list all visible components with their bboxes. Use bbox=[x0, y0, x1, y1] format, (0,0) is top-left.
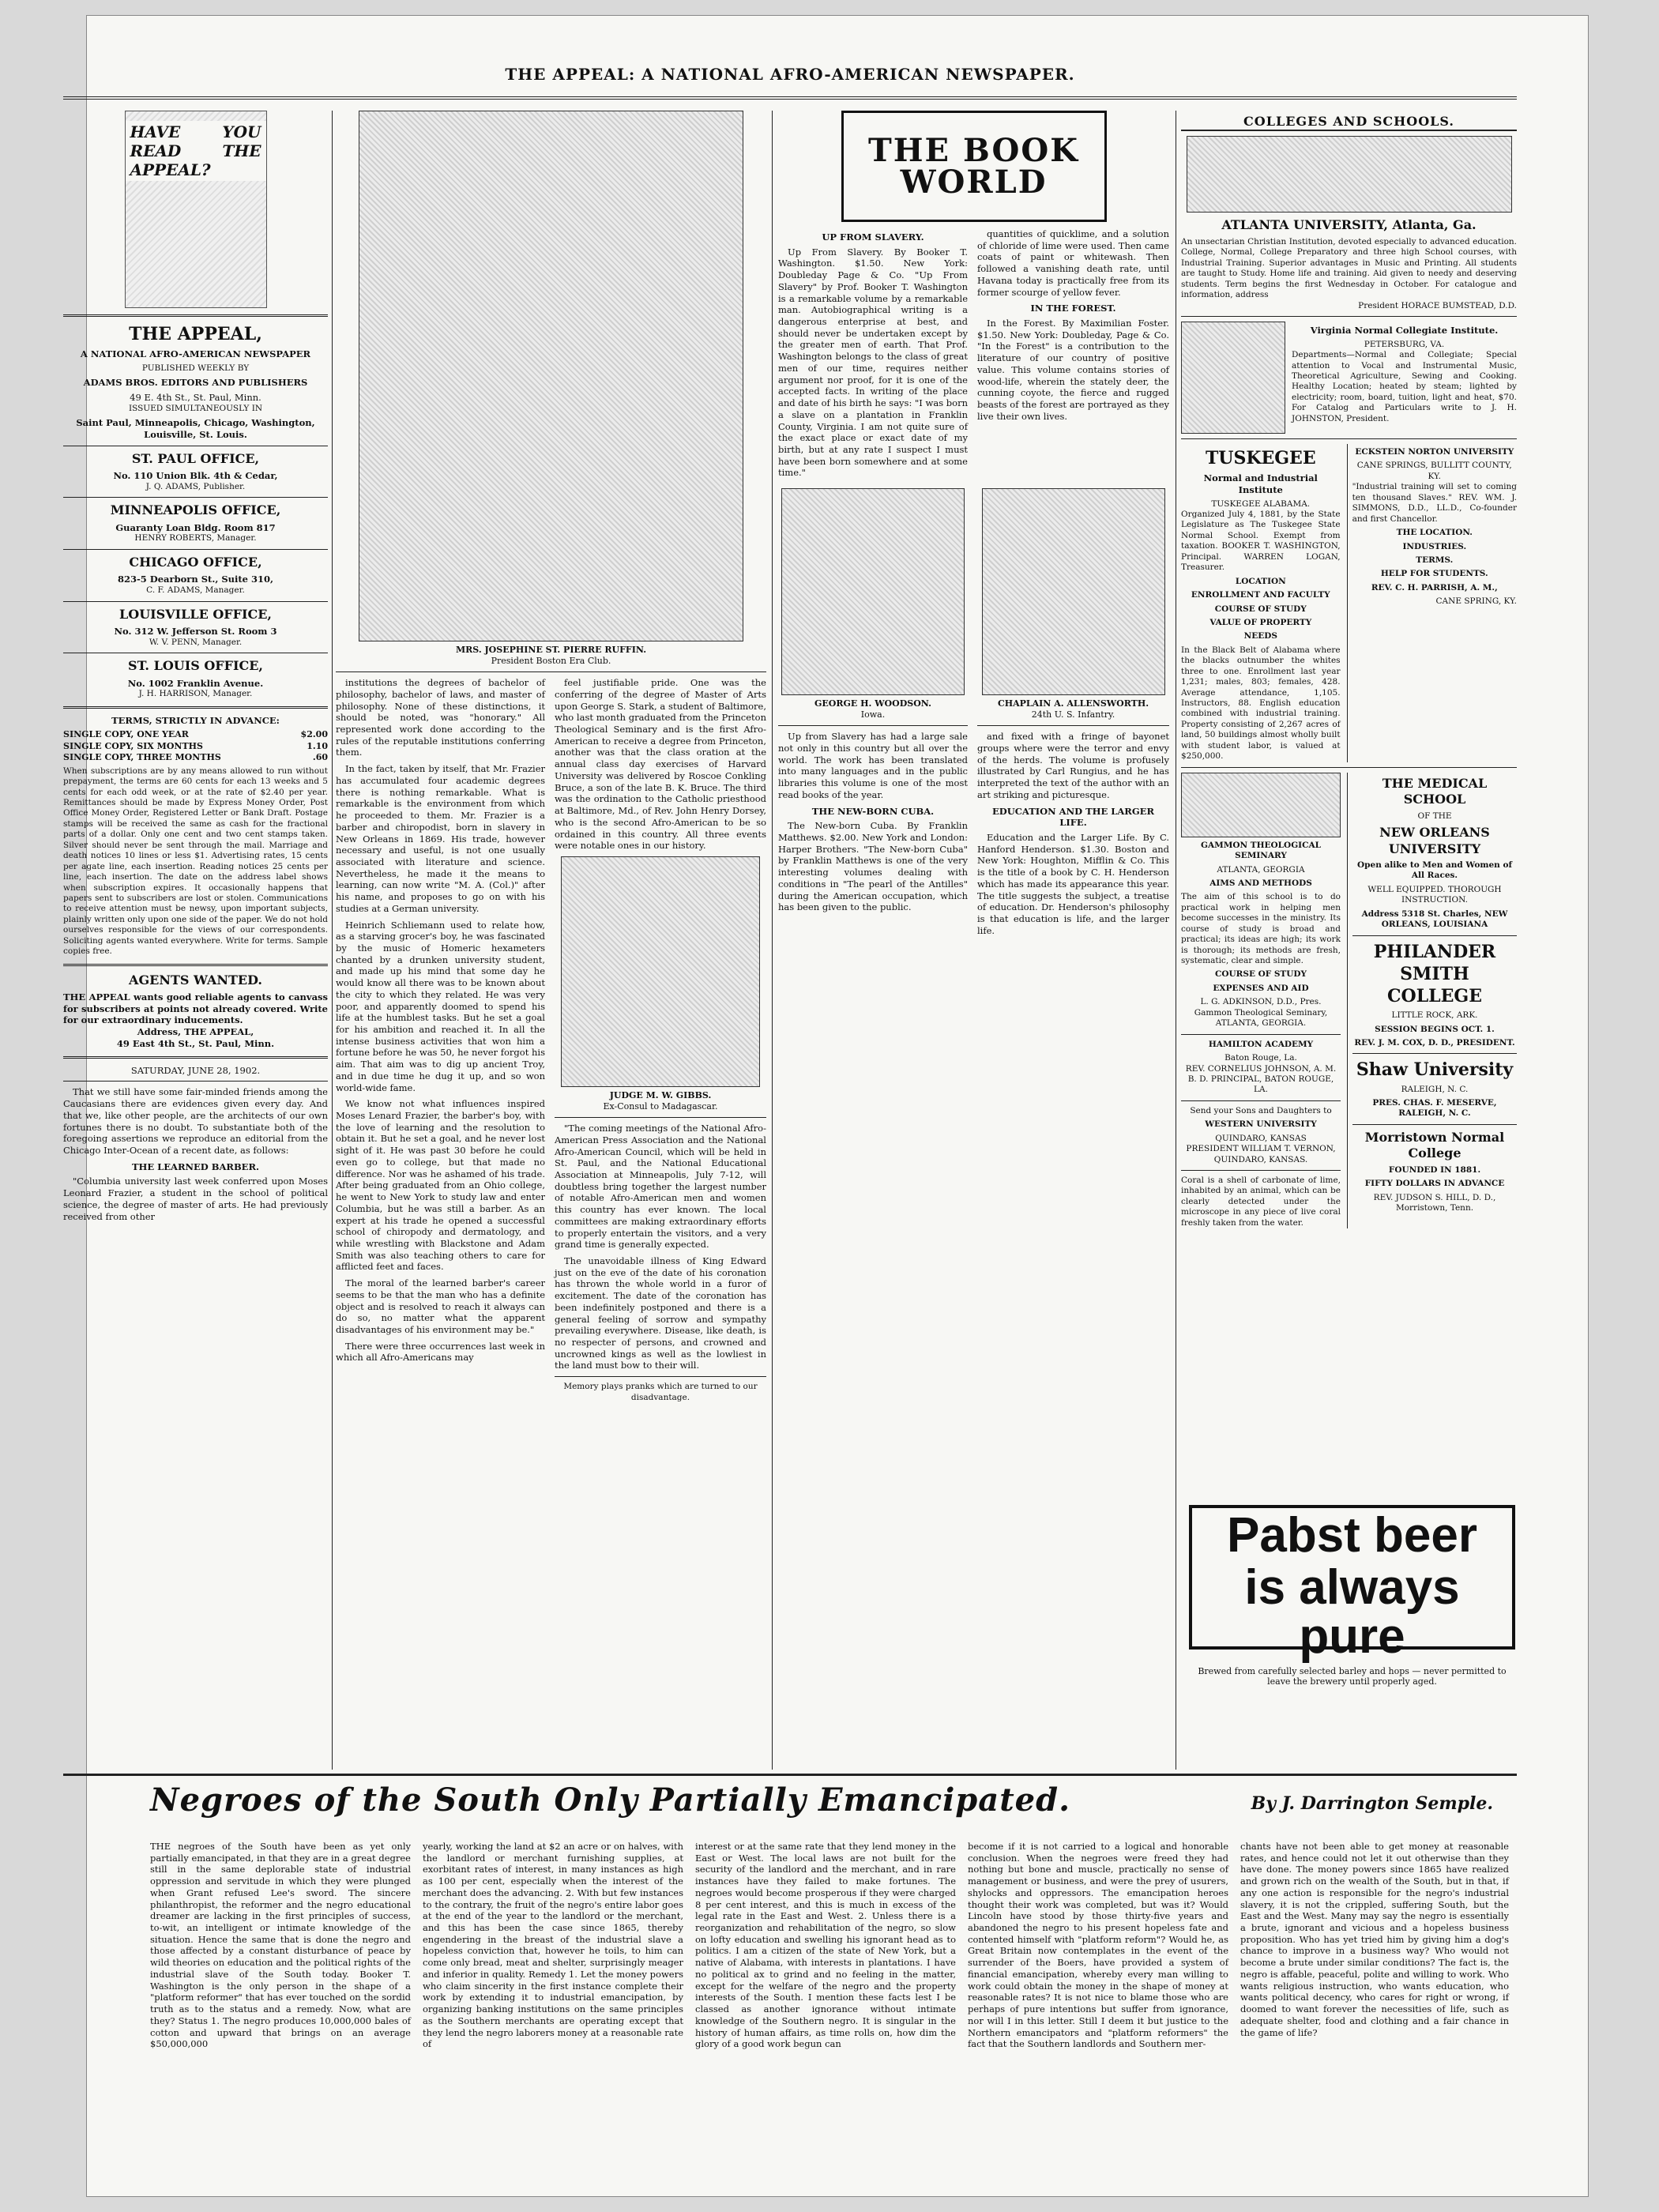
barber-text: "Columbia university last week conferred upon Moses Leonard Frazier, a student in the school of political science, the degree of master of arts. He had previously received from other bbox=[63, 1176, 328, 1222]
barber-headline: THE LEARNED BARBER. bbox=[131, 1161, 260, 1172]
review-text: In the Forest. By Maximilian Foster. $1.50. New York: Doubleday, Page & Co. "In the Forest" is a contribution to the literature of our country of positive value. This volume contains stories of wood-life, wherein the stately deer, the cunning coyote, the fierce and rugged beasts of the forest are portrayed as they live their own lives. bbox=[977, 318, 1169, 422]
school-title: TUSKEGEE bbox=[1205, 448, 1316, 468]
column-features bbox=[336, 111, 766, 1403]
school-place: RALEIGH, N. C. bbox=[1401, 1084, 1469, 1094]
section-head: VALUE OF PROPERTY bbox=[1209, 617, 1312, 627]
school-place: QUINDARO, KANSAS bbox=[1215, 1133, 1307, 1143]
agents-body: THE APPEAL wants good reliable agents to canvass for subscribers at points not already covered. Write for our extraordinary inducements. bbox=[63, 991, 328, 1026]
issued-label: ISSUED SIMULTANEOUSLY IN bbox=[128, 403, 263, 413]
term-price: .60 bbox=[312, 751, 328, 762]
cities: Saint Paul, Minneapolis, Chicago, Washington, Louisville, St. Louis. bbox=[76, 417, 315, 440]
editorial-text: That we still have some fair-minded friends among the Caucasians there are evidences given every day. And that we, like other people, are the architects of our own fortunes there is no doubt. To substantiate both of the foregoing assertions we reproduce an editorial from the Chicago Inter-Ocean of a recent date, as follows: bbox=[63, 1086, 328, 1156]
published-by: PUBLISHED WEEKLY BY bbox=[141, 363, 250, 373]
term-price: 1.10 bbox=[307, 740, 328, 751]
ad-headline: is always pure bbox=[1244, 1560, 1460, 1664]
coral-note: Coral is a shell of carbonate of lime, inhabited by an animal, which can be clearly detected under the microscope in any piece of live coral freshly taken from the water. bbox=[1181, 1176, 1341, 1228]
review-text: Up From Slavery. By Booker T. Washington. $1.50. New York: Doubleday Page & Co. "Up From Slavery" by Prof. Booker T. Washington is a remarkable volume by a remarkable man. Autobiographical writing is a dangerous enterprise at best, and should never be undertaken except by the greater men of earth. That Prof. Washington belongs to the class of great men of our time, requires neither argument nor proof, for it is one of the accepted facts. In writing of the place and date of his birth he says: "I was born a slave on a plantation in Franklin County, Virginia. I am not quite sure of the exact place or exact date of my birth, but at any rate I suspect I must have been born somewhere and at some time." bbox=[778, 246, 968, 479]
office-list bbox=[63, 446, 328, 700]
section-head: COURSE OF STUDY bbox=[1214, 604, 1307, 614]
school-president: President HORACE BUMSTEAD, D.D. bbox=[1358, 300, 1517, 310]
school-lead: Send your Sons and Daughters to bbox=[1190, 1105, 1332, 1115]
book-world-banner bbox=[841, 111, 1107, 222]
text-paragraph: "The coming meetings of the National Afro-American Press Association and the National Afro-American Council, which will be held in St. Paul, and the National Educational Association at Minneapolis, July 7-12, will doubtless bring together the largest number of notable Afro-American men and women this country has ever known. The local committees are making extraordinary efforts to properly entertain the visitors, and a very grand time is generally expected. bbox=[555, 1123, 766, 1251]
school-text: The aim of this school is to do practical work in helping men become successes in the ministry. Its course of study is broad and practical; its ideas are high; its work is thorough; its methods are fresh, systematic, clear and simple. bbox=[1181, 892, 1341, 966]
school-president: REV. CORNELIUS JOHNSON, A. M. B. D. PRINCIPAL, BATON ROUGE, LA. bbox=[1185, 1063, 1337, 1095]
portrait-ruffin bbox=[359, 111, 743, 641]
publisher-address: 49 E. 4th St., St. Paul, Minn. bbox=[130, 392, 261, 404]
school-title: Virginia Normal Collegiate Institute. bbox=[1310, 325, 1499, 336]
school-of: OF THE bbox=[1417, 811, 1452, 821]
section-head: THE LOCATION. bbox=[1396, 528, 1473, 538]
column-rule bbox=[772, 111, 773, 1770]
school-text: Organized July 4, 1881, by the State Legislature as The Tuskegee State Normal School. Exempt from taxation. BOOKER T. WASHINGTON, Principal. WARREN LOGAN, Treasurer. bbox=[1181, 510, 1341, 573]
review-headline: EDUCATION AND THE LARGER LIFE. bbox=[992, 805, 1154, 829]
school-title: NEW ORLEANS UNIVERSITY bbox=[1379, 825, 1490, 856]
school-title: Morristown Normal College bbox=[1364, 1129, 1505, 1161]
school-note: Open alike to Men and Women of All Races. bbox=[1357, 860, 1512, 881]
review-text: Up from Slavery has had a large sale not only in this country but all over the world. The work has been translated into many languages and in the public libraries this volume is one of the most read books of the year. bbox=[778, 731, 968, 800]
school-note: FOUNDED IN 1881. bbox=[1388, 1164, 1481, 1175]
school-title: ATLANTA UNIVERSITY, Atlanta, Ga. bbox=[1221, 217, 1477, 233]
text-paragraph: In the fact, taken by itself, that Mr. Frazier has accumulated four academic degrees there is nothing remarkable. What is remarkable is the environment from which he proceeded to them. Mr. Frazier is a barber and chiropodist, born in slavery in New Orleans in 1869. His trade, however necessary and useful, is not one usually associated with literature and science. Nevertheless, he made it the means to learning, can now write "M. A. (Col.)" after his name, and proposes to go on with his studies at a German university. bbox=[336, 763, 545, 914]
office-address: 823-5 Dearborn St., Suite 310, bbox=[117, 574, 274, 585]
portrait-subcaption: President Boston Era Club. bbox=[491, 656, 611, 667]
agents-street: 49 East 4th St., St. Paul, Minn. bbox=[116, 1037, 275, 1049]
banner-line: WORLD bbox=[900, 163, 1048, 201]
section-head: INDUSTRIES. bbox=[1402, 541, 1467, 551]
review-headline: UP FROM SLAVERY. bbox=[822, 231, 924, 243]
portrait-woodson bbox=[781, 488, 965, 695]
office-name: MINNEAPOLIS OFFICE, bbox=[110, 502, 281, 518]
feature-headline: Negroes of the South Only Partially Emancipated. bbox=[150, 1781, 1071, 1819]
section-head: TERMS. bbox=[1416, 555, 1454, 565]
office-address: No. 312 W. Jefferson St. Room 3 bbox=[114, 625, 277, 637]
office-name: LOUISVILLE OFFICE, bbox=[119, 606, 272, 622]
text-paragraph: feel justifiable pride. One was the conferring of the degree of Master of Arts upon George S. Stark, a student of Baltimore, who last month graduated from the Princeton Theological Seminary and is the first Afro-American to receive a degree from Princeton, another was that the class oration at the annual class day exercises of Harvard University was delivered by Roscoe Conkling Bruce, a son of the late B. K. Bruce. The third was the ordination to the Catholic priesthood at Baltimore, Md., of Rev. John Henry Dorsey, who is the second Afro-American to be so ordained in this country. All three events were notable ones in our history. bbox=[555, 677, 766, 852]
school-text: In the Black Belt of Alabama where the blacks outnumber the whites three to one. Enrollment last year 1,231; males, 803; females, 428. Average attendance, 1,105. Instructors, 88. English education combined with industrial training. Property consisting of 2,267 acres of land, 50 buildings almost wholly built with student labor, is valued at $250,000. bbox=[1181, 645, 1341, 762]
portrait-allensworth bbox=[982, 488, 1165, 695]
section-head: LOCATION bbox=[1235, 576, 1286, 586]
school-text: Departments—Normal and Collegiate; Special attention to Vocal and Instrumental Music, Theoretical Agriculture, Sewing and Cooking. Healthy Location; heated by steam; lighted by electricity; room, board, tuition, light and heat, $70. For Catalog and Particulars write to J. H. JOHNSTON, President. bbox=[1292, 350, 1517, 423]
term-label: SINGLE COPY, ONE YEAR bbox=[63, 729, 189, 740]
virginia-building-illustration bbox=[1181, 322, 1285, 434]
school-text: An unsectarian Christian Institution, devoted especially to advanced education. College, Normal, College Preparatory and three high School courses, with Industrial Training. Superior advantages in Music and Printing. All students are taught to Study. Home life and training. Aid given to needy and deserving students. Term begins the first Wednesday in October. For catalogue and information, address bbox=[1181, 236, 1517, 300]
school-text: "Industrial training will set to coming ten thousand Slaves." REV. WM. J. SIMMONS, D.D., LL.D., Co-founder and first Chancellor. bbox=[1352, 482, 1517, 524]
terms-title: TERMS, STRICTLY IN ADVANCE: bbox=[111, 714, 280, 726]
ad-headline: Pabst beer bbox=[1226, 1508, 1478, 1563]
portrait-caption: JUDGE M. W. GIBBS. bbox=[609, 1089, 712, 1100]
school-note: FIFTY DOLLARS IN ADVANCE bbox=[1364, 1179, 1505, 1189]
school-title: ECKSTEIN NORTON UNIVERSITY bbox=[1355, 447, 1514, 457]
gammon-building-illustration bbox=[1181, 773, 1341, 837]
colleges-heading: COLLEGES AND SCHOOLS. bbox=[1181, 114, 1517, 131]
school-note: WELL EQUIPPED. THOROUGH INSTRUCTION. bbox=[1367, 884, 1502, 905]
review-text: The New-born Cuba. By Franklin Matthews. $2.00. New York and London: Harper Brothers. "The New-born Cuba" by Franklin Matthews is one of the very interesting volumes dealing with conditions in "The pearl of the Antilles" during the American occupation, which has been given to the public. bbox=[778, 820, 968, 913]
pabst-beer-ad bbox=[1189, 1505, 1515, 1687]
portrait-gibbs bbox=[561, 856, 760, 1087]
paper-subtitle: A NATIONAL AFRO-AMERICAN NEWSPAPER bbox=[80, 348, 311, 360]
appeal-logo-illustration bbox=[125, 111, 267, 308]
news-column bbox=[555, 677, 766, 1403]
term-label: SINGLE COPY, THREE MONTHS bbox=[63, 751, 221, 762]
barber-continued bbox=[336, 677, 545, 1403]
feature-column: THE negroes of the South have been as yet only partially emancipated, in that they are in a great degree still in the same deplorable state of industrial oppression and servitude in which they were plunged when Grant refused Lee's sword. The sincere philanthropist, the reformer and the negro educational dreamer are lacking in the first principles of success, to-wit, an intelligent or intimate knowledge of the situation. Hence the same that is done the negro and those affected by a constant disturbance of peace by wild theories on education and the political rights of the industrial slave of the South today. Booker T. Washington is the only person in the shape of a "platform reformer" that has ever touched on the sordid truth as to the status and a remedy. Now, what are they? Status 1. The negro produces 10,000,000 bales of cotton and upward that brings on an average $50,000,000 bbox=[150, 1841, 411, 2050]
term-price: $2.00 bbox=[300, 729, 328, 740]
office-address: No. 1002 Franklin Avenue. bbox=[127, 677, 264, 689]
paper-title: THE APPEAL, bbox=[129, 324, 262, 344]
office-manager: HENRY ROBERTS, Manager. bbox=[134, 533, 257, 544]
review-text: quantities of quicklime, and a solution of chloride of lime were used. Then came coats of paint or whitewash. Then followed a vanishing death rate, until Havana today is practically free from its former scourge of yellow fever. bbox=[977, 228, 1169, 298]
school-president: PRES. CHAS. F. MESERVE, RALEIGH, N. C. bbox=[1372, 1097, 1497, 1119]
feature-column: become if it is not carried to a logical and honorable conclusion. When the negroes were freed they had nothing but bone and muscle, practically no sense of management or business, and were the prey of usurers, shylocks and oppressors. The emancipation heroes thought their work was completed, but was it? Would Lincoln have stood by those thirty-five years and abandoned the negro to his present hopeless fate and contented himself with "platform reform"? Would he, as Great Britain now contemplates in the event of the surrender of the Boers, have provided a system of financial emancipation, whereby every man willing to work could obtain the money in the shape of money at reasonable rates? It is not nice to blame those who are perhaps of pure intentions but suffer from ignorance, nor will I in this letter. Still I deem it but justice to the Northern emancipators and "platform reformers" the fact that the Southern landlords and Southern mer- bbox=[968, 1841, 1228, 2050]
ad-subtext: Brewed from carefully selected barley and hops — never permitted to leave the brewery until properly aged. bbox=[1198, 1666, 1507, 1687]
school-president: L. G. ADKINSON, D.D., Pres. Gammon Theological Seminary, ATLANTA, GEORGIA. bbox=[1194, 997, 1328, 1029]
terms-body: When subscriptions are by any means allowed to run without prepayment, the terms are 60 cents for each 13 weeks and 5 cents for each odd week, or at the rate of $2.40 per year. Remittances should be made by Express Money Order, Post Office Money Order, Registered Letter or Bank Draft. Postage stamps will be received the same as cash for the fractional parts of a dollar. Only one cent and two cent stamps taken. Silver should never be sent through the mail. Marriage and death notices 10 lines or less $1. Advertising rates, 15 cents per agate line, each insertion. Reading notices 25 cents per line, each insertion. The date on the address label shows when subscription expires. It occasionally happens that papers sent to subscribers are lost or stolen. Communications to receive attention must be newsy, upon important subjects, plainly written only upon one side of the paper. We do not hold ourselves responsible for the views of our correspondents. Soliciting agents wanted everywhere. Write for terms. Sample copies free. bbox=[63, 766, 328, 957]
school-title: HAMILTON ACADEMY bbox=[1208, 1039, 1314, 1049]
text-paragraph: There were three occurrences last week in which all Afro-Americans may bbox=[336, 1340, 545, 1364]
section-rule bbox=[63, 1774, 1517, 1776]
school-president: REV. JUDSON S. HILL, D. D., Morristown, Tenn. bbox=[1373, 1192, 1496, 1213]
publisher: ADAMS BROS. EDITORS AND PUBLISHERS bbox=[83, 377, 308, 389]
text-paragraph: We know not what influences inspired Moses Lenard Frazier, the barber's boy, with the love of learning and the resolution to obtain it. But he set a goal, and he never lost sight of it. He was past 30 before he could even go to college, but that made no difference. Nor was he ashamed of his trade. After being graduated from an Ohio college, he went to New York to study law and enter Columbia, but he was still a barber. As an expert at his trade he opened a successful school of chiropody and dermatology, and while wrestling with Blackstone and Adam Smith was also teaching others to care for afflicted feet and faces. bbox=[336, 1098, 545, 1273]
feature-column: yearly, working the land at $2 an acre or on halves, with the landlord or merchant furnishing supplies, at exorbitant rates of interest, in many instances as high as 100 per cent, especially when the interest of the merchant does the advancing. 2. With but few instances to the contrary, the fruit of the negro's entire labor goes at the end of the year to the landlord or the merchant, and this has been the case since 1865, thereby engendering in the breast of the industrial slave a hopeless conviction that, however he toils, to him can come only bread, meat and shelter, surprisingly meager and inferior in quality. Remedy 1. Let the money powers who claim sincerity in the first instance complete their work by extending it to industrial emancipation, by organizing banking institutions on the same principles as the Southern merchants are operating except that they lend the negro laborers money at a reasonable rate of bbox=[423, 1841, 683, 2050]
feature-column: interest or at the same rate that they lend money in the East or West. The local laws are not built for the security of the landlord and the merchant, and in rare instances have they failed to make fortunes. The negroes would become prosperous if they were charged 8 per cent interest, and this is much in excess of the legal rate in the East and West. 2. Unless there is a reorganization and rehabilitation of the negro, so slow on lofty education and swelling his ignorant head as to politics. I am a citizen of the state of New York, but a native of Alabama, with interests in plantations. I have no political ax to grind and no feeling in the matter, except for the welfare of the negro and the property interests of the South. I mention these facts lest I be classed as another ignorance without intimate knowledge of the Southern negro. It is singular in the history of human affairs, as time rolls on, how dim the glory of a good work begun can bbox=[695, 1841, 956, 2050]
feature-byline: By J. Darrington Semple. bbox=[1251, 1793, 1493, 1814]
banner-line: THE BOOK bbox=[868, 131, 1079, 169]
portrait-subcaption: Iowa. bbox=[860, 709, 886, 720]
portrait-subcaption: Ex-Consul to Madagascar. bbox=[603, 1101, 718, 1112]
issue-date: SATURDAY, JUNE 28, 1902. bbox=[130, 1064, 261, 1076]
portrait-caption: CHAPLAIN A. ALLENSWORTH. bbox=[997, 698, 1149, 709]
column-masthead-info bbox=[63, 111, 328, 1227]
office-manager: C. F. ADAMS, Manager. bbox=[146, 585, 245, 596]
office-name: ST. LOUIS OFFICE, bbox=[128, 658, 263, 674]
masthead bbox=[63, 65, 1517, 100]
section-head: NEEDS bbox=[1243, 631, 1277, 641]
review-text: Education and the Larger Life. By C. Hanford Henderson. $1.30. Boston and New York: Houghton, Mifflin & Co. This is the title of a book by C. H. Henderson which has made its appearance this year. The title suggests the subject, a treatise of education. Dr. Henderson's philosophy is that education is life, and the larger life. bbox=[977, 832, 1169, 936]
text-paragraph: institutions the degrees of bachelor of philosophy, bachelor of laws, and master of philosophy. None of these distinctions, it should be noted, was "honorary." All represented work done according to the rules of the reputable institutions conferring them. bbox=[336, 677, 545, 758]
terms-table bbox=[63, 729, 328, 762]
logo-text: HAVE YOU READ THE APPEAL? bbox=[126, 121, 266, 181]
portrait-caption: MRS. JOSEPHINE ST. PIERRE RUFFIN. bbox=[455, 645, 647, 655]
portrait-caption: GEORGE H. WOODSON. bbox=[814, 698, 931, 709]
school-place: ATLANTA, GEORGIA bbox=[1217, 864, 1305, 875]
portrait-subcaption: 24th U. S. Infantry. bbox=[1031, 709, 1115, 720]
agents-address: Address, THE APPEAL, bbox=[137, 1026, 254, 1038]
text-paragraph: The moral of the learned barber's career seems to be that the man who has a definite object and is resolved to reach it always can do so, no matter what the apparent disadvantages of his environment may be." bbox=[336, 1277, 545, 1335]
school-title: Shaw University bbox=[1356, 1059, 1514, 1081]
school-title: PHILANDER SMITH COLLEGE bbox=[1373, 941, 1496, 1006]
column-rule bbox=[332, 111, 333, 1770]
school-president: REV. J. M. COX, D. D., PRESIDENT. bbox=[1354, 1037, 1515, 1048]
section-head: AIMS AND METHODS bbox=[1209, 878, 1312, 888]
review-headline: IN THE FOREST. bbox=[1030, 303, 1116, 314]
school-title: THE MEDICAL SCHOOL bbox=[1382, 775, 1488, 807]
section-head: ENROLLMENT AND FACULTY bbox=[1191, 590, 1330, 600]
office-manager: J. Q. ADAMS, Publisher. bbox=[145, 481, 246, 491]
text-paragraph: Heinrich Schliemann used to relate how, as a starving grocer's boy, he was fascinated by the music of Homeric hexameters chanted by a drunken university student, and made up his mind that some day he would know all there was to be known about the city to which they related. He was very poor, and apparently doomed to spend his life at the humblest tasks. But he set a goal for his ambition and reached it. In all the intense business activities that won him a fortune before he was 50, he never forgot his aim. That aim was to dig up ancient Troy, and in due time he dug it up, and so won world-wide fame. bbox=[336, 919, 545, 1093]
masthead-title: THE APPEAL: A NATIONAL AFRO-AMERICAN NEWSPAPER. bbox=[489, 65, 1090, 84]
school-title: WESTERN UNIVERSITY bbox=[1205, 1119, 1317, 1130]
school-place: TUSKEGEE ALABAMA. bbox=[1211, 498, 1311, 509]
memory-note: Memory plays pranks which are turned to our disadvantage. bbox=[563, 1382, 758, 1402]
office-name: CHICAGO OFFICE, bbox=[129, 554, 262, 570]
atlanta-campus-illustration bbox=[1187, 136, 1512, 213]
office-address: Guaranty Loan Bldg. Room 817 bbox=[115, 521, 276, 533]
text-paragraph: The unavoidable illness of King Edward just on the eve of the date of his coronation has thrown the whole world in a furor of excitement. The date of the coronation has been indefinitely postponed and there is a general feeling of sorrow and sympathy prevailing everywhere. Disease, like death, is no respecter of persons, and crowned and uncrowned kings as well as the lowliest in the land must bow to their will. bbox=[555, 1255, 766, 1371]
school-title: GAMMON THEOLOGICAL SEMINARY bbox=[1201, 840, 1321, 861]
column-colleges bbox=[1181, 111, 1517, 1228]
feature-column: chants have not been able to get money at reasonable rates, and hence could not let it out otherwise than they have done. The money powers since 1865 have realized and grown rich on the wealth of the South, but in that, if any one action is responsible for the negro's industrial slavery, it is not the crippled, suffering South, but the East and the West. Many may say the negro is essentially a brute, ignorant and vicious and a hopeless business proposition. Who has yet tried him by giving him a dog's chance to improve in a business way? Who would not become a brute under similar conditions? The fact is, the negro is affable, peaceful, polite and willing to work. Who wants religious instruction, who wants education, who wants political decency, who cares for right or wrong, if doomed to want forever the necessities of life, such as adequate shelter, food and clothing and a fair chance in the game of life? bbox=[1240, 1841, 1509, 2038]
agents-title: AGENTS WANTED. bbox=[129, 972, 262, 988]
office-manager: W. V. PENN, Manager. bbox=[149, 637, 243, 647]
school-place: LITTLE ROCK, ARK. bbox=[1391, 1010, 1478, 1021]
column-book-world bbox=[778, 111, 1169, 941]
feature-headline-bar bbox=[150, 1781, 1517, 1829]
school-place: CANE SPRING, KY. bbox=[1435, 596, 1517, 607]
section-head: COURSE OF STUDY bbox=[1214, 969, 1307, 980]
school-note: SESSION BEGINS OCT. 1. bbox=[1375, 1024, 1495, 1034]
section-head: HELP FOR STUDENTS. bbox=[1380, 569, 1488, 579]
office-name: ST. PAUL OFFICE, bbox=[131, 450, 260, 466]
section-head: EXPENSES AND AID bbox=[1213, 983, 1309, 993]
school-place: PETERSBURG, VA. bbox=[1364, 339, 1445, 349]
office-manager: J. H. HARRISON, Manager. bbox=[138, 689, 253, 699]
review-text: and fixed with a fringe of bayonet groups where were the terror and envy of the herds. The volume is profusely illustrated by Carl Rungius, and he has interpreted the text of the author with an art striking and picturesque. bbox=[977, 731, 1169, 800]
school-president: REV. C. H. PARRISH, A. M., bbox=[1371, 582, 1498, 592]
school-address: Address 5318 St. Charles, NEW ORLEANS, LOUISIANA bbox=[1361, 908, 1508, 930]
school-subtitle: Normal and Industrial Institute bbox=[1203, 472, 1318, 495]
term-label: SINGLE COPY, SIX MONTHS bbox=[63, 740, 203, 751]
school-president: PRESIDENT WILLIAM T. VERNON, QUINDARO, KANSAS. bbox=[1186, 1144, 1336, 1164]
office-address: No. 110 Union Blk. 4th & Cedar, bbox=[113, 470, 278, 482]
school-place: Baton Rouge, La. bbox=[1224, 1053, 1297, 1063]
school-place: CANE SPRINGS, BULLITT COUNTY, KY. bbox=[1356, 461, 1512, 481]
review-headline: THE NEW-BORN CUBA. bbox=[811, 805, 935, 817]
